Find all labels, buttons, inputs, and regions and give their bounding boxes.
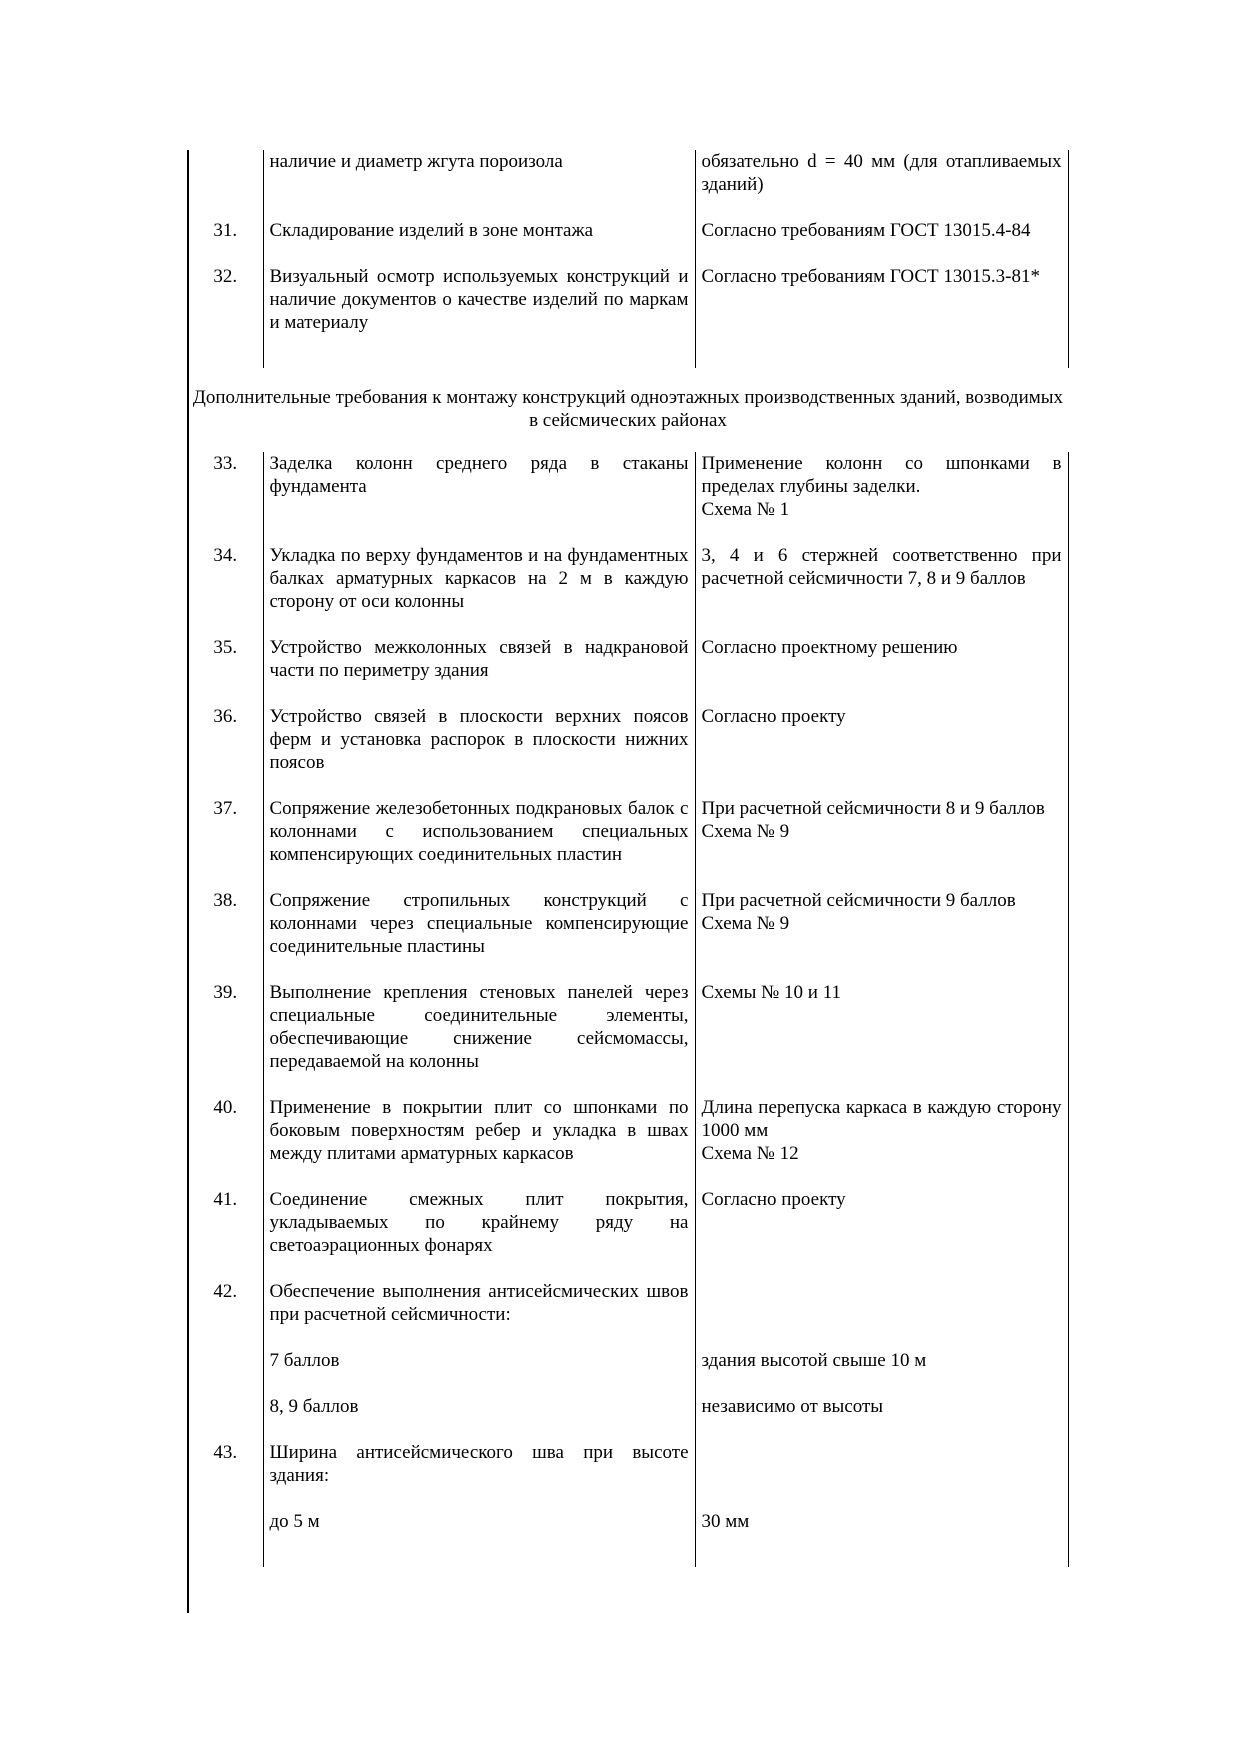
row-requirement [695,889,1068,981]
row-item: Соединение смежных плит покрытия, укладываемых по крайнему ряду на светоаэрационных фонарях [263,1188,695,1280]
requirement-line: Согласно требованиям ГОСТ 13015.3-81* [701,266,1040,287]
row-item: 7 баллов [263,1349,695,1395]
requirement-line: При расчетной сейсмичности 9 баллов [701,890,1016,911]
table-row [188,1096,1068,1188]
table-row [188,981,1068,1096]
row-number [188,150,263,219]
row-number: 35. [213,637,238,658]
requirement-line: обязательно d = 40 мм (для отапливаемых зданий) [701,151,1062,195]
requirement-line: Согласно проектному решению [701,637,958,658]
table-row [188,452,1068,544]
row-number [188,1510,263,1567]
table-row [188,1510,1068,1567]
requirement-line: Согласно проекту [701,706,846,727]
row-item: Выполнение крепления стеновых панелей через специальные соединительные элементы, обеспечивающие снижение сейсмомассы, передаваемой на колонны [263,981,695,1096]
row-requirement [695,981,1068,1096]
row-item: Устройство связей в плоскости верхних поясов ферм и установка распорок в плоскости нижних поясов [263,705,695,797]
row-item: Сопряжение стропильных конструкций с колоннами через специальные компенсирующие соединительные пластины [263,889,695,981]
row-requirement [695,1349,1068,1395]
table-row [188,544,1068,636]
row-item: Обеспечение выполнения антисейсмических швов при расчетной сейсмичности: [263,1280,695,1349]
table-row [188,1441,1068,1510]
document-page [188,150,1068,1567]
row-item: Складирование изделий в зоне монтажа [263,219,695,265]
row-item: 8, 9 баллов [263,1395,695,1441]
table-row [188,1395,1068,1441]
table-row [188,1188,1068,1280]
row-item: Ширина антисейсмического шва при высоте здания: [263,1441,695,1510]
row-number: 42. [213,1281,238,1302]
table-row [188,1280,1068,1349]
row-number: 32. [213,266,238,287]
row-requirement [695,1510,1068,1567]
row-requirement [695,636,1068,705]
requirement-line: независимо от высоты [701,1396,884,1417]
requirement-line: Применение колонн со шпонками в пределах глубины заделки. [701,453,1062,497]
requirement-line: Схема № 1 [701,499,790,520]
table-row [188,889,1068,981]
table-row [188,705,1068,797]
requirement-line: Схема № 9 [701,821,790,842]
requirement-line: здания высотой свыше 10 м [701,1350,927,1371]
table-row [188,150,1068,219]
row-number: 38. [213,890,238,911]
row-requirement [695,1395,1068,1441]
row-number: 40. [213,1097,238,1118]
row-item: Заделка колонн среднего ряда в стаканы фундамента [263,452,695,544]
row-requirement [695,797,1068,889]
requirement-line: Согласно требованиям ГОСТ 13015.4-84 [701,220,1031,241]
row-item: Сопряжение железобетонных подкрановых балок с колоннами с использованием специальных компенсирующих соединительных пластин [263,797,695,889]
requirement-line: Схемы № 10 и 11 [701,982,842,1003]
row-requirement [695,1096,1068,1188]
row-requirement [695,219,1068,265]
requirements-table-part-2 [188,452,1069,1567]
row-number: 33. [213,453,238,474]
table-row [188,636,1068,705]
row-requirement [695,150,1068,219]
row-number [188,1349,263,1395]
requirement-line: Схема № 9 [701,913,790,934]
requirement-line: 3, 4 и 6 стержней соответственно при расчетной сейсмичности 7, 8 и 9 баллов [701,545,1062,589]
row-item: до 5 м [263,1510,695,1567]
row-item: Укладка по верху фундаментов и на фундаментных балках арматурных каркасов на 2 м в каждую сторону от оси колонны [263,544,695,636]
row-item: наличие и диаметр жгута пороизола [263,150,695,219]
table-row [188,797,1068,889]
requirement-line: Длина перепуска каркаса в каждую сторону 1000 мм [701,1097,1062,1141]
row-requirement [695,1188,1068,1280]
requirements-table-part-1 [188,150,1069,368]
row-requirement [695,265,1068,368]
row-requirement [695,452,1068,544]
row-number: 39. [213,982,238,1003]
row-number: 31. [213,220,238,241]
row-item: Применение в покрытии плит со шпонками по боковым поверхностям ребер и укладка в швах между плитами арматурных каркасов [263,1096,695,1188]
table-row [188,219,1068,265]
requirement-line: Согласно проекту [701,1189,846,1210]
row-number [188,1395,263,1441]
row-item: Визуальный осмотр используемых конструкций и наличие документов о качестве изделий по маркам и материалу [263,265,695,368]
row-requirement [695,1280,1068,1349]
row-item: Устройство межколонных связей в надкрановой части по периметру здания [263,636,695,705]
row-number: 37. [213,798,238,819]
row-requirement [695,1441,1068,1510]
row-requirement [695,705,1068,797]
row-number: 34. [213,545,238,566]
requirement-line: При расчетной сейсмичности 8 и 9 баллов [701,798,1045,819]
table-row [188,1349,1068,1395]
row-number: 43. [213,1442,238,1463]
requirement-line: Схема № 12 [701,1143,799,1164]
row-requirement [695,544,1068,636]
table-row [188,265,1068,368]
requirement-line: 30 мм [701,1511,750,1532]
row-number: 36. [213,706,238,727]
row-number: 41. [213,1189,238,1210]
section-heading: Дополнительные требования к монтажу конструкций одноэтажных производственных зданий, возводимых в сейсмических районах [192,387,1064,431]
